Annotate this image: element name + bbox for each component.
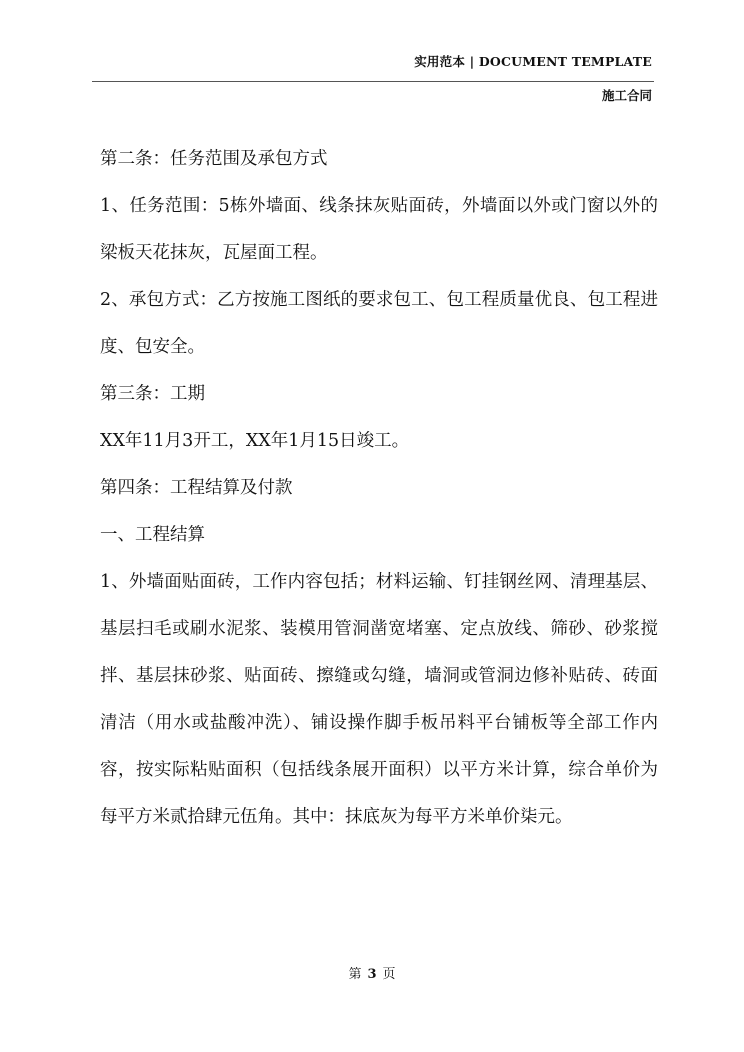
- header-title: 实用范本 | DOCUMENT TEMPLATE: [414, 54, 652, 69]
- clause-2-scope: 1、任务范围：5栋外墙面、线条抹灰贴面砖，外墙面以外或门窗以外的梁板天花抹灰，瓦屋面工程。: [100, 196, 658, 263]
- page-footer: [0, 963, 744, 982]
- header-subtitle: 施工合同: [601, 88, 652, 103]
- document-body: [100, 136, 658, 841]
- footer-prefix: 第: [348, 967, 362, 982]
- settlement-heading: 一、工程结算: [100, 525, 205, 545]
- clause-4-heading: 第四条：工程结算及付款: [100, 478, 293, 498]
- footer-suffix: 页: [382, 967, 396, 982]
- clause-3-schedule: XX年11月3开工，XX年1月15日竣工。: [100, 431, 410, 451]
- clause-2-heading: 第二条：任务范围及承包方式: [100, 149, 328, 169]
- page-number: 3: [367, 967, 377, 982]
- header-divider: [92, 81, 654, 82]
- settlement-item-1: 1、外墙面贴面砖，工作内容包括；材料运输、钉挂钢丝网、清理基层、基层扫毛或刷水泥浆、装模用管洞凿宽堵塞、定点放线、筛砂、砂浆搅拌、基层抹砂浆、贴面砖、擦缝或勾缝，墙洞或管洞边修补贴砖、砖面清洁（用水或盐酸冲洗）、铺设操作脚手板吊料平台铺板等全部工作内容，按实际粘贴面积（包括线条展开面积）以平方米计算，综合单价为每平方米贰拾肆元伍角。其中：抹底灰为每平方米单价柒元。: [100, 572, 658, 827]
- clause-2-contract-mode: 2、承包方式：乙方按施工图纸的要求包工、包工程质量优良、包工程进度、包安全。: [100, 290, 658, 357]
- clause-3-heading: 第三条：工期: [100, 384, 205, 404]
